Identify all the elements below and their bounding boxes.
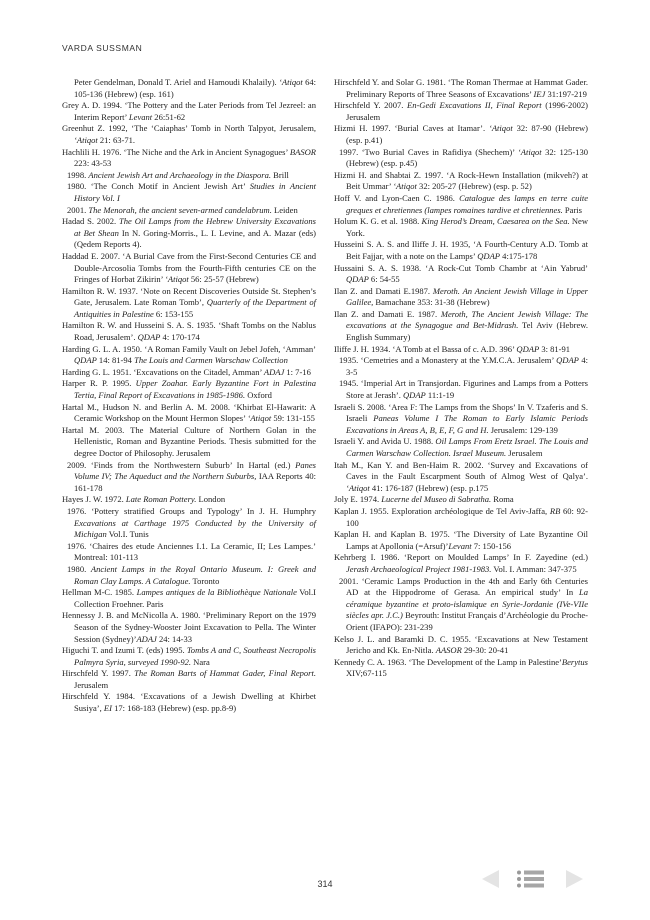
reference-text: 7: 150-156 [471, 540, 512, 551]
reference-entry [334, 344, 588, 356]
reference-title: The Roman Barts of Hammat Gader, Final Report. [134, 668, 317, 679]
reference-title: Upper Zoahar. Early Byzantine Fort in Palestina Tertia, Final Report of Excavations in 1985-1986. [74, 378, 316, 401]
reference-title: The Oil Lamps from the Hebrew University Excavations at Bet Shean [74, 216, 317, 238]
reference-title: Quarterly of the Department of Antiquities in Palestine [74, 297, 316, 319]
reference-text: Nara [191, 656, 210, 667]
reference-text: XIV;67-115 [346, 668, 387, 679]
reference-text: 4:175-178 [500, 250, 538, 261]
reference-text: Jerusalem [506, 448, 543, 458]
reference-title: QDAP [346, 274, 369, 285]
reference-title: ‘Atiqot [517, 146, 542, 157]
reference-title: The Louis and Carmen Warschaw Collection [134, 355, 288, 366]
reference-text: 21: 63-71. [97, 134, 136, 145]
reference-title: Berytus [561, 656, 588, 667]
reference-text: Tel Aviv (Hebrew. English Summary) [346, 320, 588, 343]
reference-entry [334, 77, 588, 100]
reference-entry [62, 610, 316, 645]
reference-title: Catalogue des lamps en terre cuite greques et chretiennes (lampes romaines tardive et chretiennes. [346, 192, 588, 215]
reference-text: Hirschfeld Y. and Solar G. 1981. ‘The Roman Thermae at Hammat Gader. Preliminary Reports of Three Seasons of Excavations’ [334, 77, 588, 99]
reference-text: 1: 7-16 [284, 366, 311, 377]
reference-text: Oxford [245, 390, 272, 401]
reference-text: 3: 81-91 [539, 343, 571, 354]
reference-text: Hirschfeld Y. 1997. [62, 668, 135, 679]
reference-text: 223: 43-53 [74, 158, 112, 169]
reference-title: Levant [128, 111, 153, 122]
reference-text: Peter Gendelman, Donald T. Ariel and Hamoudi Khalaily). [74, 77, 279, 87]
reference-title: ‘Atiqot [74, 134, 98, 145]
reference-text: 1945. ‘Imperial Art in Transjordan. Figurines and Lamps from a Potters Store at Jerash’. [339, 378, 588, 401]
reference-entry [62, 378, 316, 401]
reference-text: Husseini S. A. S. and Iliffe J. H. 1935, ‘A Fourth-Century A.D. Tomb at Beit Fajjar, with a note on the Lamps’ [334, 239, 588, 261]
reference-entry [62, 645, 316, 668]
reference-text: Paris [562, 204, 583, 215]
reference-text: Kehrberg I. 1986. ‘Report on Moulded Lamps’ In F. Zayedine (ed.) [334, 552, 588, 563]
reference-text: 1935. ‘Cemetries and a Monastery at the Y.M.C.A. Jerusalem’ [339, 355, 557, 366]
reference-text: Hamilton R. W. 1937. ‘Note on Recent Discoveries Outside St. Stephen’s Gate, Jerusalem. Late Roman Tomb’, [62, 285, 316, 308]
reference-entry [62, 691, 316, 714]
reference-text: 59: 131-155 [271, 413, 315, 424]
reference-text: Israeli S. 2008. ‘Area F: The Lamps from the Shops’ In V. Tzaferis and S. Israeli [334, 401, 588, 424]
reference-title: ‘Atiqot [346, 482, 370, 493]
reference-entry [334, 576, 588, 634]
reference-text: Hizmi H. 1997. ‘Burial Caves at Itamar’. [334, 123, 489, 134]
reference-entry [62, 205, 316, 217]
reference-entry [334, 552, 588, 575]
reference-text: Hoff V. and Lyon-Caen C. 1986. [334, 192, 460, 203]
reference-text: Israeli Y. and Avida U. 1988. [334, 436, 436, 447]
reference-entry [334, 123, 588, 146]
reference-title: ‘Atiqot [247, 413, 272, 424]
reference-text: New York. [346, 216, 589, 238]
reference-title: ADAJ [263, 366, 285, 377]
reference-text: Hirschfeld Y. 2007. [334, 100, 407, 111]
reference-text: Brill [271, 169, 289, 180]
reference-text: Hayes J. W. 1972. [62, 494, 126, 505]
reference-entry [62, 344, 316, 367]
reference-text: 1980. ‘The Conch Motif in Ancient Jewish Art’ [67, 181, 250, 192]
reference-entry [334, 506, 588, 529]
reference-title: La céramique byzantine et proto-islamique en Syrie-Jordanie (IVe-VIIe siècles apr. J.C.) [346, 587, 588, 621]
reference-text: 6: 54-55 [368, 274, 400, 285]
bibliography-column-left [62, 77, 316, 715]
reference-title: EI [103, 703, 112, 714]
reference-entry [62, 587, 316, 610]
reference-entry [334, 170, 588, 193]
reference-text: 29-30: 20-41 [461, 645, 509, 656]
reference-text: 2009. ‘Finds from the Northwestern Suburb’ In Hartal (ed.) [67, 459, 296, 470]
reference-entry [62, 320, 316, 343]
reference-entry [334, 355, 588, 378]
previous-page-icon[interactable] [482, 870, 499, 888]
reference-title: The Menorah, the ancient seven-armed candelabrum. [88, 204, 272, 215]
reference-title: QDAP [556, 355, 579, 366]
reference-title: QDAP [516, 343, 540, 354]
reference-text: Vol.I Collection Froehner. Paris [74, 587, 316, 609]
menu-list-icon[interactable] [517, 871, 544, 888]
reference-title: QDAP [137, 332, 161, 343]
reference-entry [62, 286, 316, 321]
reference-text: Hellman M-C. 1985. [62, 587, 137, 598]
reference-title: ‘Atiqot [165, 274, 189, 285]
reference-text: 1998. [67, 169, 89, 180]
reference-entry [62, 494, 316, 506]
reference-title: ‘Atiqot [279, 77, 303, 87]
reference-entry [334, 100, 588, 123]
reference-text: Kaplan J. 1955. Exploration archéologique de Tel Aviv-Jaffa, [334, 505, 550, 516]
reference-text: Harding G. L. A. 1950. ‘A Roman Family Vault on Jebel Jofeh, ‘Amman’ [62, 343, 316, 354]
reference-entry [334, 657, 588, 680]
reference-title: Tombs A and C, Southeast Necropolis Palmyra Syria, surveyed 1990-92. [74, 645, 316, 667]
reference-text: Roma [491, 494, 514, 505]
reference-title: Levant [448, 540, 472, 551]
reference-text: 1976. ‘Chaires des etude Anciennes I.1. La Ceramic, II; Les Lampes.’ Montreal: 101-113 [67, 540, 316, 563]
reference-title: ADAJ [136, 633, 157, 644]
reference-entry [334, 147, 588, 170]
reference-title: Jerash Archaeological Project 1981-1983. [346, 563, 492, 574]
reference-entry [62, 668, 316, 691]
reference-entry [62, 251, 316, 286]
reference-text: Hachlili H. 1976. ‘The Niche and the Ark in Ancient Synagogues’ [62, 146, 290, 157]
reference-text: 26:51-62 [152, 111, 186, 122]
reference-text: 41: 176-187 (Hebrew) (esp. p.175 [369, 482, 489, 493]
reference-text: Hussaini S. A. S. 1938. ‘A Rock-Cut Tomb Chambr at ‘Ain Yabrud’ [334, 262, 588, 273]
reference-title: ‘Atiqot [393, 181, 417, 192]
reference-title: Late Roman Pottery. [125, 494, 197, 505]
reference-text: Hartal M., Hudson N. and Berlin A. M. 2008. ‘Khirbat El-Hawarit: A Ceramic Workshop on the Mount Hermon Slopes’ [62, 401, 316, 424]
reference-text: In N. Goring-Morris., L. I. Levine, and A. Mazar (eds) (Qedem Reports 4). [74, 227, 316, 250]
reference-title: QDAP [477, 250, 501, 261]
reference-text: 32: 205-27 (Hebrew) (esp. p. 52) [416, 181, 532, 192]
reference-text: 32: 87-90 (Hebrew) (esp. p.41) [346, 123, 588, 145]
reference-text: 6: 153-155 [153, 308, 194, 319]
reference-text: Greenhut Z. 1992, ‘The ‘Caiaphas’ Tomb in North Talpyot, Jerusalem, [62, 123, 316, 134]
reference-text: 24: 14-33 [156, 633, 192, 644]
reference-text: 64: 105-136 (Hebrew) (esp. 161) [74, 77, 316, 99]
reference-text: 4: 3-5 [346, 355, 588, 377]
reference-entry [334, 634, 588, 657]
reference-entry [334, 286, 588, 309]
reference-entry [62, 147, 316, 170]
reference-text: Hadad S. 2002. [62, 216, 120, 227]
reference-title: Meroth, The Ancient Jewish Village: The excavations at the Synagogue and Bet-Midrash. [346, 308, 588, 331]
reference-title: Studies in Ancient History Vol. I [74, 181, 317, 203]
bibliography-column-right [334, 77, 588, 680]
reference-text: Itah M., Kan Y. and Ben-Haim R. 2002. ‘Survey and Excavations of Caves in the Fault Escarpment South of Almog West of Qalya’. [334, 459, 588, 482]
reference-title: QDAP [402, 390, 426, 401]
reference-text: Toronto [190, 575, 220, 586]
reference-text: Vol. I. Amman: 347-375 [491, 563, 577, 574]
reference-title: Ancient Lamps in the Royal Ontario Museum. I: Greek and Roman Clay Lamps. A Catalogue. [74, 563, 316, 586]
reference-text: Kennedy C. A. 1963. ‘The Development of the Lamp in Palestine’ [334, 656, 562, 667]
reference-text: 2001. ‘Ceramic Lamps Production in the 4th and Early 6th Centuries AD at the Hippodrome of Gerasa. An empirical study’ In [339, 575, 588, 598]
reference-text: Higuchi T. and Izumi T. (eds) 1995. [62, 645, 187, 656]
reference-text: Jerusalem: 129-139 [488, 424, 558, 435]
reference-text: 2001. [67, 204, 89, 215]
reference-text: Kelso J. L. and Baramki D. C. 1955. ‘Excavations at New Testament Jericho and Kk. En-Nitla. [334, 633, 588, 656]
reference-text: Grey A. D. 1994. ‘The Pottery and the Later Periods from Tel Jezreel: an Interim Report’ [62, 100, 316, 122]
reference-entry [334, 494, 588, 506]
reference-title: IEJ [533, 88, 546, 99]
reference-text: 11:1-19 [425, 390, 455, 401]
reference-title: Paneas Volume I The Roman to Early Islamic Periods Excavations in Areas A, B, E, F, G and H. [346, 413, 588, 435]
reference-text: Kaplan H. and Kaplan B. 1975. ‘The Diversity of Late Byzantine Oil Lamps at Apollonia (=Arsuf)’ [334, 529, 588, 551]
reference-title: ‘Atiqot [488, 123, 513, 134]
reference-title: RB [549, 505, 561, 516]
reference-title: Excavations at Carthage 1975 Conducted by the University of Michigan [74, 517, 316, 540]
reference-entry [334, 193, 588, 216]
reference-entry [62, 216, 316, 251]
reference-entry [334, 378, 588, 401]
page-navigation [479, 868, 619, 890]
reference-entry [62, 367, 316, 379]
reference-title: Oil Lamps From Eretz Israel. The Louis and Carmen Warschaw Collection. Israel Museum. [346, 436, 588, 458]
reference-text: 4: 170-174 [160, 332, 200, 343]
reference-title: QDAP [74, 355, 97, 366]
reference-entry [62, 460, 316, 495]
reference-entry [62, 541, 316, 564]
reference-text: 1976. ‘Pottery stratified Groups and Typology’ In J. H. Humphry [67, 505, 316, 516]
reference-text: Hennessy J. B. and McNicolla A. 1980. ‘Preliminary Report on the 1979 Season of the Sydney-Wooster Joint Excavation to Pella. The Winter Session (Sydney)’ [62, 610, 316, 644]
reference-title: AASOR [435, 645, 462, 656]
reference-text: Hizmi H. and Shabtai Z. 1997. ‘A Rock-Hewn Installation (mikveh?) at Beit Ummar’ [334, 169, 588, 192]
reference-entry [334, 529, 588, 552]
reference-entry [62, 506, 316, 541]
reference-text: Hamilton R. W. and Husseini S. A. S. 1935. ‘Shaft Tombs on the Nablus Road, Jerusalem’. [62, 320, 316, 343]
reference-text: Harper R. P. 1995. [62, 378, 136, 389]
reference-entry [62, 425, 316, 460]
reference-text: 31:197-219 [545, 88, 587, 99]
page-number: 314 [317, 879, 333, 889]
reference-text: 56: 25-57 (Hebrew) [188, 274, 259, 285]
reference-entry [62, 564, 316, 587]
reference-text: 17: 168-183 (Hebrew) (esp. pp.8-9) [112, 703, 237, 714]
reference-text: (1996-2002) Jerusalem [346, 100, 588, 122]
reference-text: Ilan Z. and Damati E.1987. [334, 285, 433, 296]
reference-text: 1997. ‘Two Burial Caves in Rafidiya (Shechem)’ [339, 146, 518, 157]
reference-entry [334, 402, 588, 437]
reference-entry [62, 181, 316, 204]
reference-text: Vol.I. Tunis [106, 529, 149, 540]
reference-title: Ancient Jewish Art and Archaeology in the Diaspora. [88, 169, 272, 180]
reference-entry [334, 309, 588, 344]
reference-text: Ilan Z. and Damati E. 1987. [334, 308, 441, 319]
reference-text: 32: 125-130 (Hebrew) (esp. p.45) [346, 146, 588, 169]
reference-text: Hartal M. 2003. The Material Culture of Northern Golan in the Hellenistic, Roman and Byzantine Periods. Thesis submitted for the degree Doctor of Philosophy. Jerusalem [62, 424, 316, 458]
reference-text: London [196, 494, 226, 505]
reference-text: IAA Reports 40: 161-178 [74, 471, 316, 493]
reference-title: En-Gedi Excavations II, Final Report [406, 100, 542, 111]
reference-text: Leiden [271, 204, 298, 215]
reference-text: 14: 81-94 [96, 355, 135, 366]
reference-title: Meroth. An Ancient Jewish Village in Upper Galilee, [346, 285, 589, 308]
reference-entry [62, 100, 316, 123]
running-head: VARDA SUSSMAN [62, 43, 143, 53]
reference-entry [62, 77, 316, 100]
next-page-icon[interactable] [566, 870, 583, 888]
reference-entry [62, 402, 316, 425]
reference-text: Holum K. G. et al. 1988. [334, 216, 422, 227]
reference-title: Lucerne del Museo di Sabratha. [381, 494, 492, 505]
reference-text: 60: 92-100 [346, 505, 589, 528]
reference-text: Haddad E. 2007. ‘A Burial Cave from the First-Second Centuries CE and Double-Arcosolia Tombs from the Fourth-Fifth centuries CE on the Fringes of Horbat Zikirin’ [62, 250, 316, 285]
reference-text: Harding G. L. 1951. ‘Excavations on the Citadel, Amman’ [62, 366, 264, 377]
reference-entry [334, 436, 588, 459]
reference-text: Bamachane 353: 31-38 (Hebrew) [373, 297, 490, 308]
reference-title: King Herod’s Dream, Caesarea on the Sea. [421, 216, 570, 227]
reference-entry [334, 239, 588, 262]
reference-title: Panes Volume IV; The Aqueduct and the Northern Suburbs, [74, 459, 316, 482]
reference-text: Joly E. 1974. [334, 494, 382, 505]
reference-text: Beyrouth: Institut Français d’Archéologie du Proche-Orient (IFAPO): 231-239 [346, 610, 588, 632]
reference-text: Jerusalem [74, 679, 109, 690]
reference-entry [62, 170, 316, 182]
reference-text: Hirschfeld Y. 1984. ‘Excavations of a Jewish Dwelling at Khirbet Susiya’, [62, 691, 316, 714]
reference-entry [334, 460, 588, 495]
reference-title: Lampes antiques de la Bibliothèque Nationale [136, 587, 297, 598]
reference-entry [334, 216, 588, 239]
reference-entry [334, 263, 588, 286]
reference-title: BASOR [289, 146, 316, 157]
reference-text: 1980. [67, 563, 91, 574]
reference-entry [62, 123, 316, 146]
reference-text: Iliffe J. H. 1934. ‘A Tomb at el Bassa of c. A.D. 396’ [334, 343, 517, 354]
